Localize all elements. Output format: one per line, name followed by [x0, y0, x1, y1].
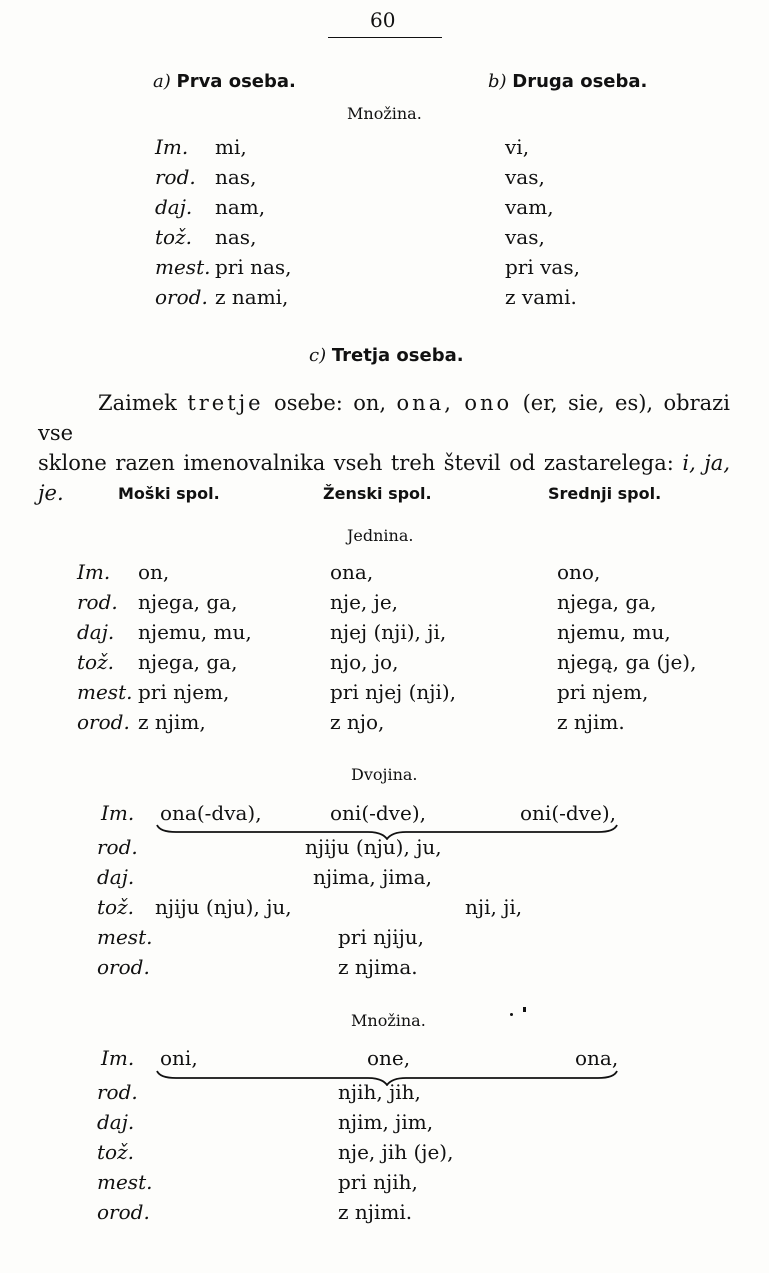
page-number: 60 [370, 8, 396, 32]
dual-label-im: Im. [101, 801, 135, 825]
heading-masculine: Moški spol. [118, 484, 220, 503]
singular-f: njej (nji), ji, [330, 620, 447, 644]
person-first: pri nas, [215, 255, 292, 279]
singular-label: daj. [77, 620, 115, 644]
plural-value: njih, jih, [338, 1080, 421, 1104]
ink-speck [523, 1007, 526, 1012]
paragraph-line-1 [38, 388, 730, 448]
dual-label-daj: daj. [97, 865, 135, 889]
singular-f: pri njej (nji), [330, 680, 457, 704]
section-a-letter: a) [153, 71, 171, 92]
plural-label: rod. [97, 1080, 138, 1104]
singular-m: z njim, [138, 710, 206, 734]
section-b-heading [488, 71, 647, 92]
singular-n: pri njem, [557, 680, 649, 704]
person-label: tož. [155, 225, 192, 249]
plural-label: mest. [97, 1170, 153, 1194]
singular-label: rod. [77, 590, 118, 614]
plural-heading-1: Množina. [347, 104, 422, 123]
singular-n: ono, [557, 560, 601, 584]
person-second: pri vas, [505, 255, 580, 279]
dual-label-toz: tož. [97, 895, 134, 919]
person-second: vi, [505, 135, 530, 159]
paragraph-ono: ono [464, 391, 513, 415]
dual-mest-value: pri njiju, [338, 925, 425, 949]
singular-n: njegą, ga (je), [557, 650, 697, 674]
plural-label-im: Im. [101, 1046, 135, 1070]
singular-f: njo, jo, [330, 650, 399, 674]
plural-value: njim, jim, [338, 1110, 434, 1134]
person-first: nas, [215, 165, 257, 189]
person-second: vas, [505, 225, 545, 249]
plural-heading-2: Množina. [351, 1011, 426, 1030]
dual-im-m: ona(-dva), [160, 801, 262, 825]
singular-m: njemu, mu, [138, 620, 252, 644]
person-second: z vami. [505, 285, 577, 309]
person-first: nas, [215, 225, 257, 249]
singular-m: njega, ga, [138, 650, 238, 674]
singular-heading: Jednina. [347, 526, 414, 545]
plural-label: daj. [97, 1110, 135, 1134]
singular-f: z njo, [330, 710, 385, 734]
heading-feminine: Ženski spol. [323, 484, 432, 503]
section-c-title: Tretja oseba. [331, 345, 464, 366]
singular-n: njemu, mu, [557, 620, 671, 644]
plural-label: tož. [97, 1140, 134, 1164]
dual-label-mest: mest. [97, 925, 153, 949]
person-second: vam, [505, 195, 554, 219]
person-label: orod. [155, 285, 208, 309]
person-first: mi, [215, 135, 247, 159]
dual-toz-mf: njiju (nju), ju, [155, 895, 292, 919]
paragraph-forms: i, ja, je. [38, 451, 730, 505]
paragraph-intro: Zaimek [98, 391, 177, 415]
paragraph-line2-text: sklone razen imenovalnika vseh treh števil od zastarelega: [38, 451, 674, 475]
singular-label: orod. [77, 710, 130, 734]
dual-toz-n: nji, ji, [465, 895, 523, 919]
person-second: vas, [505, 165, 545, 189]
dual-orod-value: z njima. [338, 955, 418, 979]
plural-value: z njimi. [338, 1200, 413, 1224]
person-label: Im. [155, 135, 189, 159]
section-c-heading [309, 345, 464, 366]
heading-neuter: Srednji spol. [548, 484, 662, 503]
plural-label: orod. [97, 1200, 150, 1224]
dual-im-f: oni(-dve), [330, 801, 426, 825]
paragraph-rest: (er, sie, es), obrazi vse [38, 391, 730, 445]
singular-n: njega, ga, [557, 590, 657, 614]
dual-label-orod: orod. [97, 955, 150, 979]
dual-rod-value: njiju (nju), ju, [305, 835, 442, 859]
dual-label-rod: rod. [97, 835, 138, 859]
singular-f: ona, [330, 560, 374, 584]
dual-im-n: oni(-dve), [520, 801, 616, 825]
dual-heading: Dvojina. [351, 765, 418, 784]
page-number-rule [328, 37, 442, 38]
singular-m: on, [138, 560, 170, 584]
dual-daj-value: njima, jima, [313, 865, 432, 889]
plural-value: pri njih, [338, 1170, 418, 1194]
section-a-heading [153, 71, 296, 92]
person-label: mest. [155, 255, 211, 279]
singular-m: pri njem, [138, 680, 230, 704]
section-c-letter: c) [309, 345, 327, 366]
plural-im-n: ona, [575, 1046, 619, 1070]
singular-n: z njim. [557, 710, 625, 734]
singular-label: tož. [77, 650, 114, 674]
singular-m: njega, ga, [138, 590, 238, 614]
section-b-title: Druga oseba. [512, 71, 648, 92]
singular-f: nje, je, [330, 590, 399, 614]
singular-label: mest. [77, 680, 133, 704]
person-label: daj. [155, 195, 193, 219]
person-first: z nami, [215, 285, 289, 309]
paragraph-term: tretje [187, 391, 264, 415]
person-label: rod. [155, 165, 196, 189]
singular-label: Im. [77, 560, 111, 584]
plural-im-f: one, [367, 1046, 411, 1070]
ink-speck [510, 1013, 513, 1016]
paragraph-mid: osebe: on, [274, 391, 387, 415]
paragraph-ona: ona, [396, 391, 454, 415]
section-a-title: Prva oseba. [176, 71, 296, 92]
section-b-letter: b) [488, 71, 507, 92]
plural-value: nje, jih (je), [338, 1140, 454, 1164]
plural-im-m: oni, [160, 1046, 198, 1070]
person-first: nam, [215, 195, 266, 219]
